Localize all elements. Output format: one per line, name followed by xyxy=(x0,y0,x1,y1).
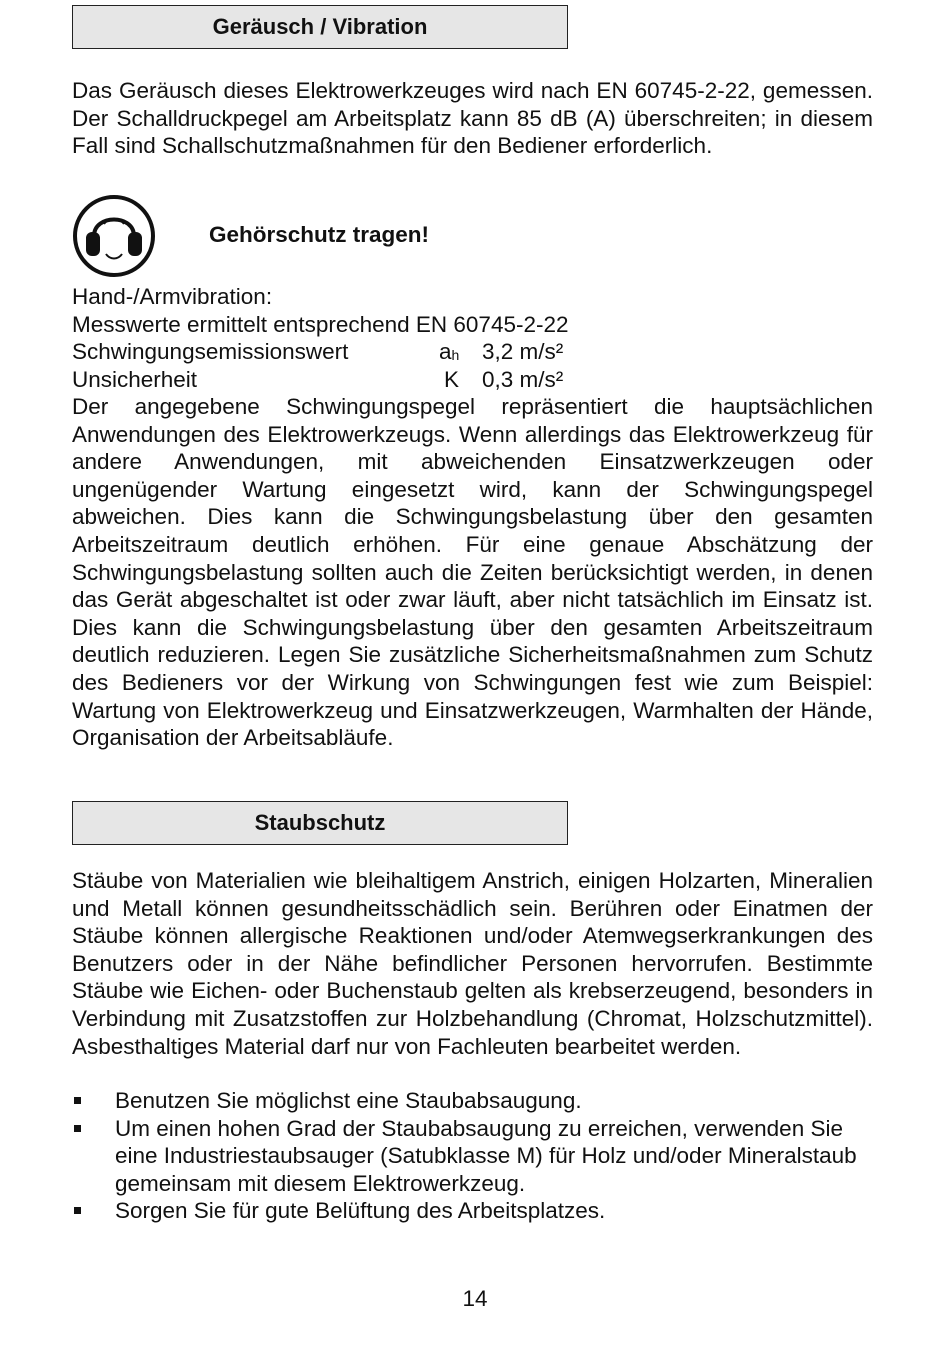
bullet-square-icon xyxy=(74,1097,81,1104)
uncertainty-symbol: K xyxy=(444,366,460,392)
section-heading-noise xyxy=(72,5,568,49)
dust-bullet-list xyxy=(72,1087,873,1225)
bullet-square-icon xyxy=(74,1207,81,1214)
vibration-heading: Hand-/Armvibration: xyxy=(72,284,273,309)
list-item: Um einen hohen Grad der Staubabsaugung zu erreichen, verwenden Sie eine Industriestaubsauger (Satubklasse M) für Holz und/oder Mineralstaub gemeinsam mit diesem Elektrowerkzeug. xyxy=(72,1115,873,1198)
section-title: Geräusch / Vibration xyxy=(212,14,428,39)
measurement-line: Messwerte ermittelt entsprechend EN 60745-2-22 xyxy=(72,311,569,337)
vibration-values xyxy=(72,283,873,393)
dust-paragraph: Stäube von Materialien wie bleihaltigem Anstrich, einigen Holzarten, Mineralien und Metall können gesundheitsschädlich sein. Berühren oder Einatmen der Stäube können allergische Reaktionen und/oder Atemwegserkrankungen des Benutzers oder in der Nähe befindlicher Personen hervorrufen. Bestimmte Stäube wie Eichen- oder Buchenstaub gelten als krebserzeugend, besonders in Verbindung mit Zusatzstoffen zur Holzbehandlung (Chromat, Holzschutzmittel). Asbesthaltiges Material darf nur von Fachleuten bearbeitet werden. xyxy=(72,868,873,1059)
hearing-protection-icon xyxy=(72,194,156,278)
section-title: Staubschutz xyxy=(254,810,386,835)
page-number: 14 xyxy=(462,1286,488,1311)
vibration-paragraph: Der angegebene Schwingungspegel repräsentiert die hauptsächlichen Anwendungen des Elektrowerkzeugs. Wenn allerdings das Elektrowerkzeug für andere Anwendungen, mit abweichenden Einsatzwerkzeugen oder ungenügender Wartung eingesetzt wird, kann der Schwingungspegel abweichen. Dies kann die Schwingungsbelastung über den gesamten Arbeitszeitraum deutlich erhöhen. Für eine genaue Abschätzung der Schwingungsbelastung sollten auch die Zeiten berücksichtigt werden, in denen das Gerät abgeschaltet ist oder zwar läuft, aber nicht tatsächlich im Einsatz ist. Dies kann die Schwingungsbelastung über den gesamten Arbeitszeitraum deutlich reduzieren. Legen Sie zusätzliche Sicherheitsmaßnahmen zum Schutz des Bedieners vor der Wirkung von Schwingungen fest wie zum Beispiel: Wartung von Elektrowerkzeug und Einsatzwerkzeugen, Warmhalten der Hände, Organisation der Arbeitsabläufe. xyxy=(72,394,873,751)
noise-paragraph: Das Geräusch dieses Elektrowerkzeuges wird nach EN 60745-2-22, gemessen. Der Schalldruckpegel am Arbeitsplatz kann 85 dB (A) überschreiten; in diesem Fall sind Schallschutzmaßnahmen für den Bediener erforderlich. xyxy=(72,78,873,159)
uncertainty-label: Unsicherheit xyxy=(72,366,198,392)
hearing-protection-warning: Gehörschutz tragen! xyxy=(209,222,430,247)
list-item: Sorgen Sie für gute Belüftung des Arbeitsplatzes. xyxy=(72,1197,873,1225)
emission-value: 3,2 m/s² xyxy=(482,339,564,365)
bullet-square-icon xyxy=(74,1125,81,1132)
emission-label: Schwingungsemissionswert xyxy=(72,339,349,365)
emission-symbol: $a_h$ xyxy=(439,339,460,365)
list-item: Benutzen Sie möglichst eine Staubabsaugung. xyxy=(72,1087,873,1115)
section-heading-dust xyxy=(72,801,568,845)
uncertainty-value: 0,3 m/s² xyxy=(482,366,564,392)
